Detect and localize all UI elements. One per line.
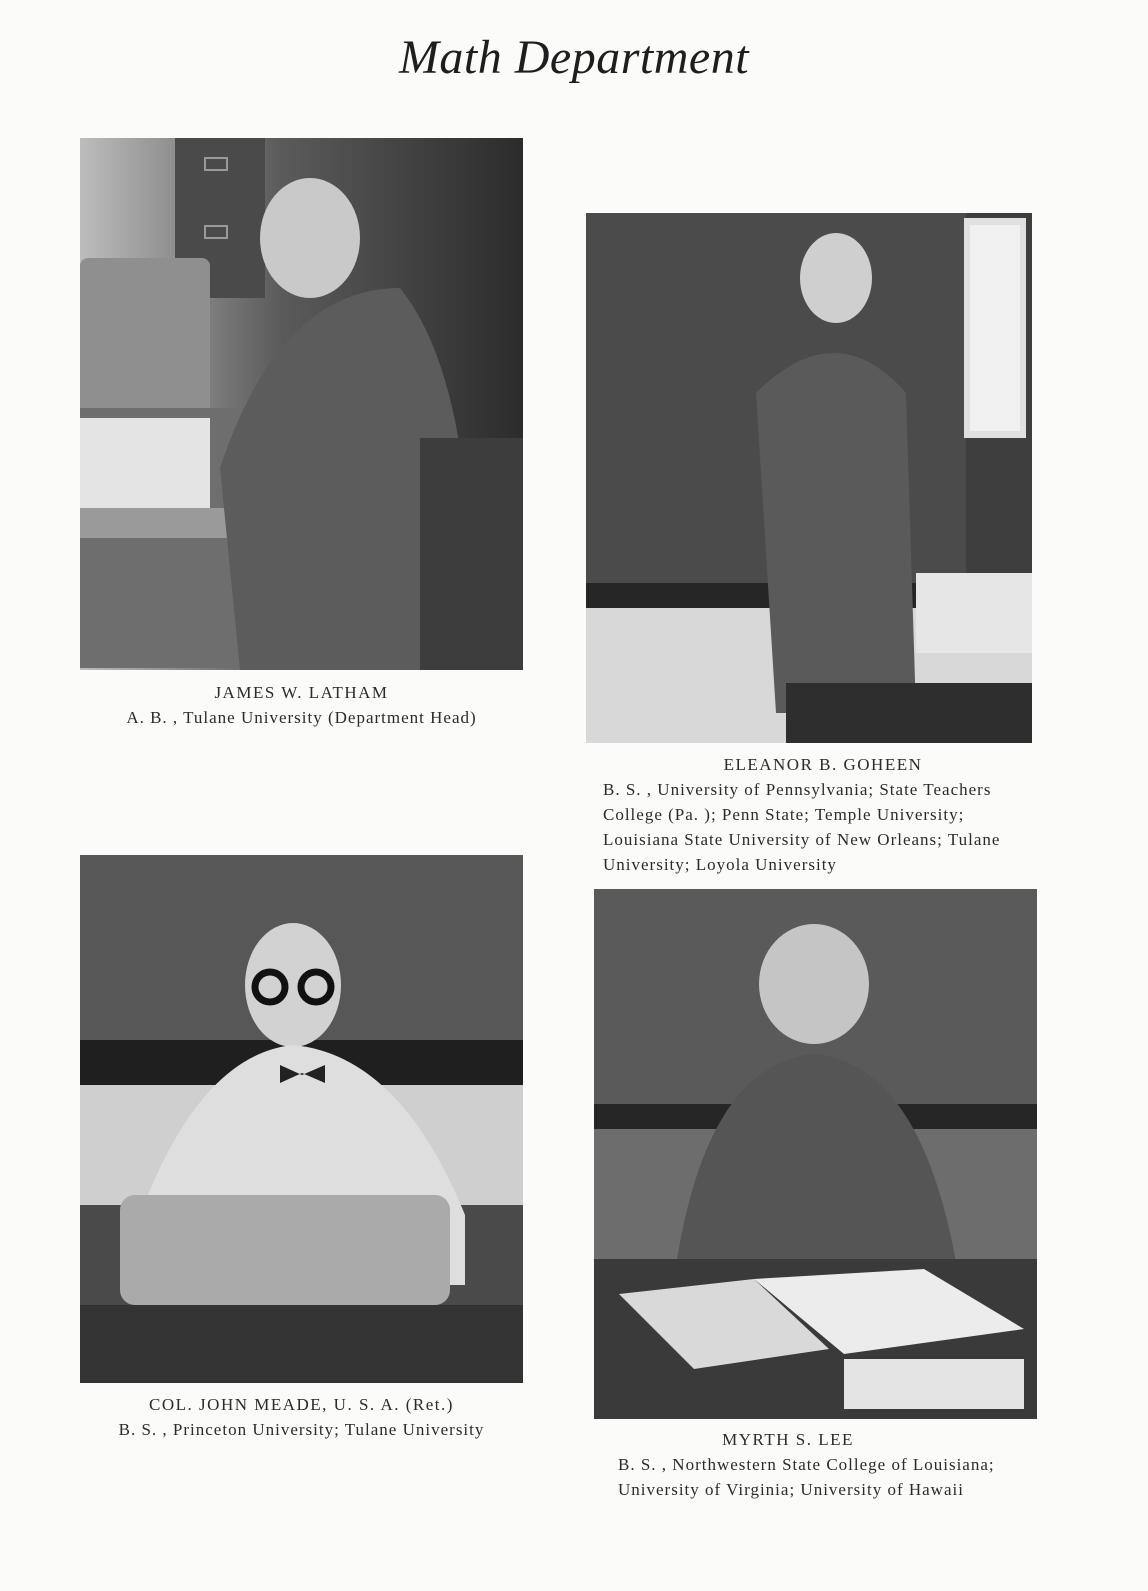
caption-meade <box>80 1392 523 1442</box>
caption-lee <box>618 1427 1048 1502</box>
caption-latham <box>80 680 523 730</box>
faculty-credentials: A. B. , Tulane University (Department Head) <box>126 708 477 727</box>
faculty-credentials: B. S. , Princeton University; Tulane University <box>118 1420 485 1439</box>
portrait-photo-icon <box>586 213 1032 743</box>
caption-goheen <box>603 752 1043 877</box>
portrait-photo-icon <box>80 855 523 1383</box>
faculty-photo-latham <box>80 138 523 670</box>
faculty-name: MYRTH S. LEE <box>722 1430 854 1449</box>
faculty-credentials-line: University of Virginia; University of Hawaii <box>618 1480 964 1499</box>
portrait-photo-icon <box>80 138 523 670</box>
faculty-credentials-line: B. S. , Northwestern State College of Louisiana; <box>618 1455 995 1474</box>
faculty-credentials-line: College (Pa. ); Penn State; Temple University; <box>603 805 965 824</box>
faculty-credentials-line: B. S. , University of Pennsylvania; State Teachers <box>603 780 992 799</box>
faculty-credentials-line: Louisiana State University of New Orleans; Tulane <box>603 830 1001 849</box>
faculty-name: ELEANOR B. GOHEEN <box>723 755 923 774</box>
faculty-photo-meade <box>80 855 523 1383</box>
faculty-credentials-line: University; Loyola University <box>603 855 837 874</box>
faculty-name: JAMES W. LATHAM <box>214 683 389 702</box>
faculty-photo-goheen <box>586 213 1032 743</box>
page-title: Math Department <box>398 31 750 84</box>
faculty-name: COL. JOHN MEADE, U. S. A. (Ret.) <box>149 1395 454 1414</box>
portrait-photo-icon <box>594 889 1037 1419</box>
faculty-photo-lee <box>594 889 1037 1419</box>
